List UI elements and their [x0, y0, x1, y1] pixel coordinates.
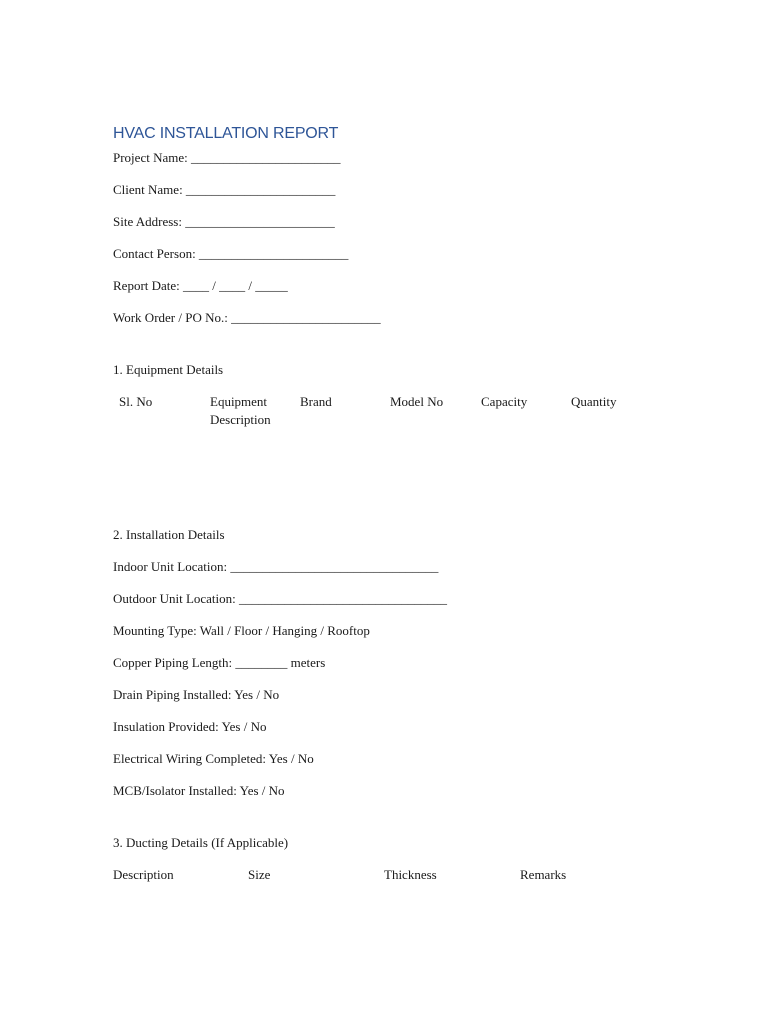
column-header-remarks: Remarks	[520, 867, 567, 882]
indoor-unit-location-field: Indoor Unit Location: ________________________________	[113, 559, 439, 574]
section-1-heading: 1. Equipment Details	[113, 362, 224, 377]
report-title: HVAC INSTALLATION REPORT	[113, 125, 339, 142]
section-3-heading: 3. Ducting Details (If Applicable)	[113, 835, 289, 850]
outdoor-unit-location-field: Outdoor Unit Location: ________________________________	[113, 591, 448, 606]
column-header-capacity: Capacity	[481, 394, 528, 409]
copper-piping-length-field: Copper Piping Length: ________ meters	[113, 655, 326, 670]
column-header-thickness: Thickness	[384, 867, 437, 882]
column-header-model-no: Model No	[390, 394, 444, 409]
client-name-field: Client Name: _______________________	[113, 182, 336, 197]
work-order-field: Work Order / PO No.: _______________________	[113, 310, 381, 325]
mounting-type-field: Mounting Type: Wall / Floor / Hanging / Rooftop	[113, 623, 370, 638]
equipment-table-header	[0, 393, 768, 433]
column-header-size: Size	[248, 867, 271, 882]
column-header-quantity: Quantity	[571, 394, 617, 409]
contact-person-field: Contact Person: _______________________	[113, 246, 349, 261]
insulation-field: Insulation Provided: Yes / No	[113, 719, 267, 734]
ducting-table-header	[0, 866, 768, 886]
column-header-equipment-description: Equipment Description	[210, 394, 271, 427]
site-address-field: Site Address: _______________________	[113, 214, 335, 229]
project-name-field: Project Name: _______________________	[113, 150, 341, 165]
drain-piping-field: Drain Piping Installed: Yes / No	[113, 687, 280, 702]
electrical-wiring-field: Electrical Wiring Completed: Yes / No	[113, 751, 314, 766]
column-header-description: Description	[113, 867, 174, 882]
section-2-heading: 2. Installation Details	[113, 527, 225, 542]
mcb-isolator-field: MCB/Isolator Installed: Yes / No	[113, 783, 285, 798]
column-header-sl-no: Sl. No	[119, 394, 153, 409]
report-date-field: Report Date: ____ / ____ / _____	[113, 278, 288, 293]
column-header-brand: Brand	[300, 394, 332, 409]
